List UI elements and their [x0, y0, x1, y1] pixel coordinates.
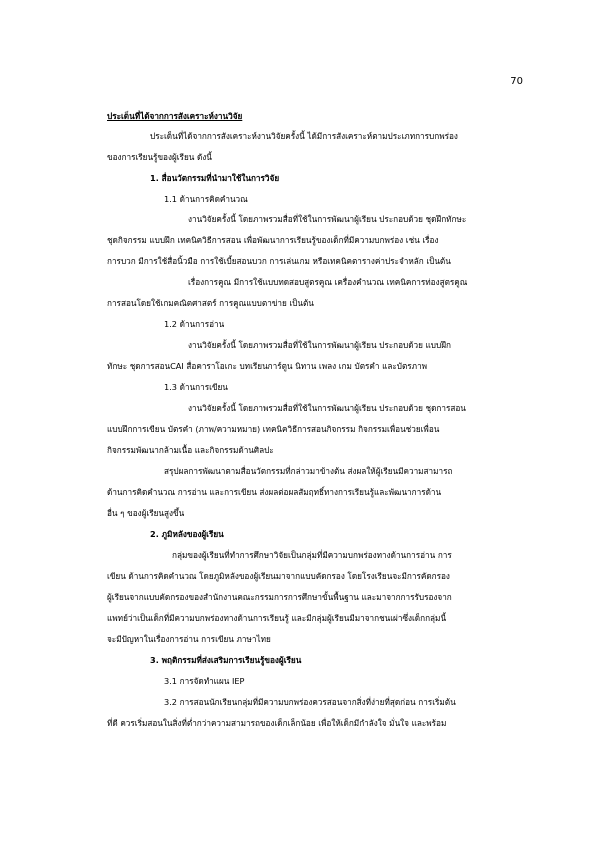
subsection-title: 1.3 ด้านการเขียน — [164, 382, 228, 392]
paragraph-line: สรุปผลการพัฒนาตามสื่อนวัตกรรมที่กล่าวมาข้างต้น ส่งผลให้ผู้เรียนมีความสามารถ — [164, 466, 453, 476]
paragraph-line: จะมีปัญหาในเรื่องการอ่าน การเขียน ภาษาไทย — [107, 634, 271, 644]
paragraph-line: ของการเรียนรู้ของผู้เรียน ดังนี้ — [107, 152, 212, 162]
paragraph-line: ที่ดี ควรเริ่มสอนในสิ่งที่ต่ำกว่าความสามารถของเด็กเล็กน้อย เพื่อให้เด็กมีกำลังใจ มั่นใจ และพร้อม — [107, 718, 447, 728]
paragraph-line: แบบฝึกการเขียน บัตรคำ (ภาพ/ความหมาย) เทคนิควิธีการสอนกิจกรรม กิจกรรมเพื่อนช่วยเพื่อน — [107, 424, 440, 434]
paragraph-line: ด้านการคิดคำนวณ การอ่าน และการเขียน ส่งผลต่อผลสัมฤทธิ์ทางการเรียนรู้และพัฒนาการด้าน — [107, 487, 442, 497]
paragraph-line: ชุดกิจกรรม แบบฝึก เทคนิควิธีการสอน เพื่อพัฒนาการเรียนรู้ของเด็กที่มีความบกพร่อง เช่น เรื่อง — [107, 235, 439, 245]
paragraph-line: แพทย์ว่าเป็นเด็กที่มีความบกพร่องทางด้านการเรียนรู้ และมีกลุ่มผู้เรียนมีมาจากชนเผ่าซึ่งเด็กกลุ่มนี้ — [107, 613, 447, 623]
subsection-title: 1.2 ด้านการอ่าน — [164, 319, 225, 329]
subsection-title: 3.1 การจัดทำแผน IEP — [164, 676, 245, 686]
page-number: 70 — [510, 76, 523, 87]
paragraph-line: การสอนโดยใช้เกมคณิตศาสตร์ การคูณแบบตาข่าย เป็นต้น — [107, 298, 314, 308]
subsection-title: 3. พฤติกรรมที่ส่งเสริมการเรียนรู้ของผู้เรียน — [150, 655, 302, 665]
paragraph-line: งานวิจัยครั้งนี้ โดยภาพรวมสื่อที่ใช้ในการพัฒนาผู้เรียน ประกอบด้วย ชุดการสอน — [188, 403, 466, 413]
paragraph-line: ผู้เรียนจากแบบคัดกรองของสำนักงานคณะกรรมการการศึกษาขั้นพื้นฐาน และมาจากการรับรองจาก — [107, 592, 452, 602]
paragraph-line: การบวก มีการใช้สื่อนิ้วมือ การใช้เบี้ยสอนบวก การเล่นเกม หรือเทคนิคตารางค่าประจำหลัก เป็นต้น — [107, 256, 451, 266]
paragraph-line: อื่น ๆ ของผู้เรียนสูงขึ้น — [107, 508, 185, 518]
subsection-title: 1.1 ด้านการคิดคำนวณ — [164, 194, 248, 204]
paragraph-line: กิจกรรมพัฒนากล้ามเนื้อ และกิจกรรมด้านศิลปะ — [107, 445, 274, 455]
section-heading: ประเด็นที่ได้จากการสังเคราะห์งานวิจัย — [107, 111, 243, 121]
paragraph-line: ประเด็นที่ได้จากการสังเคราะห์งานวิจัยครั้งนี้ ได้มีการสังเคราะห์ตามประเภทการบกพร่อง — [150, 131, 458, 141]
paragraph-line: เรื่องการคูณ มีการใช้แบบทดสอบสูตรคูณ เครื่องคำนวณ เทคนิคการท่องสูตรคูณ — [188, 277, 468, 287]
paragraph-line: ทักษะ ชุดการสอนCAI สื่อคาราโอเกะ บทเรียนการ์ตูน นิทาน เพลง เกม บัตรคำ และบัตรภาพ — [107, 361, 428, 371]
subsection-title: 2. ภูมิหลังของผู้เรียน — [150, 529, 224, 539]
paragraph-line: กลุ่มของผู้เรียนที่ทำการศึกษาวิจัยเป็นกลุ่มที่มีความบกพร่องทางด้านการอ่าน การ — [172, 550, 452, 560]
paragraph-line: เขียน ด้านการคิดคำนวณ โดยภูมิหลังของผู้เรียนมาจากแบบคัดกรอง โดยโรงเรียนจะมีการคัดกรอง — [107, 571, 450, 581]
paragraph-line: งานวิจัยครั้งนี้ โดยภาพรวมสื่อที่ใช้ในการพัฒนาผู้เรียน ประกอบด้วย แบบฝึก — [188, 340, 451, 350]
paragraph-line: งานวิจัยครั้งนี้ โดยภาพรวมสื่อที่ใช้ในการพัฒนาผู้เรียน ประกอบด้วย ชุดฝึกทักษะ — [188, 214, 467, 224]
subsection-title: 1. สื่อนวัตกรรมที่นำมาใช้ในการวิจัย — [150, 173, 280, 183]
paragraph-line: 3.2 การสอนนักเรียนกลุ่มที่มีความบกพร่องควรสอนจากสิ่งที่ง่ายที่สุดก่อน การเริ่มต้น — [164, 697, 456, 707]
